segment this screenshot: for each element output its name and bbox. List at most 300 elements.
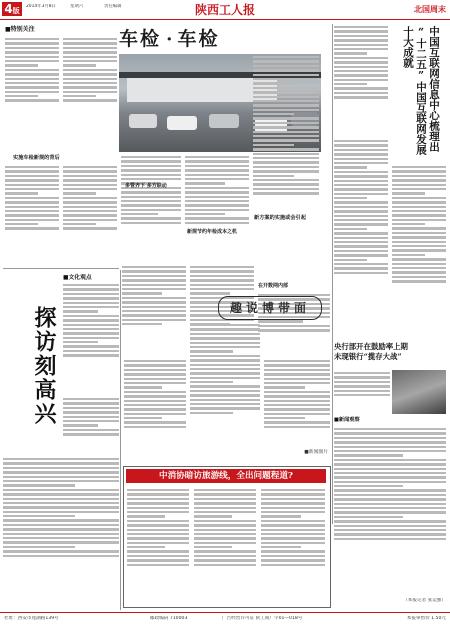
text-line [127,524,189,526]
middle-lower-column-1 [124,358,186,462]
bank-column-1 [334,370,390,410]
title-word-2: 车检 [177,28,220,50]
text-line [121,209,181,211]
text-line [5,166,59,168]
text-line [5,99,59,101]
text-line [334,498,446,500]
text-line [334,96,388,98]
text-line [185,213,225,215]
text-line [264,413,330,415]
text-line [334,210,388,212]
text-line [121,191,181,193]
text-line [264,378,330,380]
text-line [63,345,119,347]
column-rule-1 [332,24,333,524]
text-line [190,368,260,370]
text-line [5,201,59,203]
text-line [253,139,319,141]
footer-price: 本报零售价 1.50元 [406,616,446,621]
text-line [122,292,162,294]
text-line [334,215,388,217]
text-line [190,372,260,374]
photo-car-1 [129,114,157,128]
text-line [190,333,260,335]
footer-rule [0,612,450,613]
text-line [3,546,75,548]
text-line [121,217,181,219]
photo-car-2 [167,116,197,130]
text-line [334,390,390,392]
text-line [261,511,325,513]
consumer-headline: 中消协暗访旅游线，全出问题程道? [126,469,326,483]
text-line [63,288,119,290]
text-line [5,38,59,40]
text-line [63,210,117,212]
text-line [127,489,189,491]
text-line [253,87,319,89]
text-line [185,217,249,219]
text-line [190,328,260,330]
text-line [334,529,446,531]
text-line [185,200,249,202]
text-line [334,201,388,203]
text-line [121,156,181,158]
text-line [334,79,388,81]
text-line [334,432,446,434]
text-line [334,74,388,76]
text-line [392,201,446,203]
text-line [334,140,388,142]
text-line [5,60,59,62]
text-line [253,144,294,146]
internet-headline [394,26,440,160]
text-line [334,520,446,522]
text-line [127,559,189,561]
text-line [253,148,319,150]
text-line [392,219,446,221]
internet-column-3 [392,164,446,338]
text-line [63,78,117,80]
text-line [5,219,59,221]
text-line [190,403,260,405]
text-line [334,450,446,452]
text-line [122,279,186,281]
text-line [5,214,59,216]
text-line [392,214,446,216]
photo-caption: ■新闻图片 [304,450,328,455]
text-line [63,95,96,97]
text-line [124,378,186,380]
text-line [334,206,388,208]
text-line [124,395,186,397]
title-word-1: 车检 [119,28,162,50]
text-line [334,149,388,151]
footer-postcode: 邮政编码 710003 [150,616,188,621]
text-line [253,82,294,84]
text-line [122,310,186,312]
feature-banner-text: 趣说博带面 [218,296,322,320]
text-line [63,424,98,426]
text-line [334,503,446,505]
text-line [190,292,230,294]
text-line [63,175,117,177]
text-line [63,51,117,53]
text-line [122,288,186,290]
feature-banner [218,296,320,318]
car-inspection-article [3,24,321,262]
text-line [334,446,446,448]
text-line [185,204,249,206]
text-line [185,222,249,224]
text-line [124,373,186,375]
page-number: 4 [4,2,13,16]
text-line [261,493,325,495]
text-line [185,178,249,180]
text-line [258,320,303,322]
text-line [5,42,59,44]
text-line [253,100,319,102]
footer-license: 广告经营许可证 陕工商广字01—018号 [222,616,303,621]
paper-title: 陕西工人报 [194,3,255,17]
text-line [127,555,189,557]
text-line [63,420,119,422]
text-line [190,284,254,286]
text-line [127,502,189,504]
text-line [63,306,119,308]
consumer-column-2 [194,487,256,603]
text-line [334,166,367,168]
text-line [194,507,256,509]
text-line [264,408,330,410]
page-section-mark: 版 [12,7,20,15]
text-line [5,78,59,80]
text-line [264,360,330,362]
text-line [63,354,119,356]
text-line [121,165,181,167]
text-line [127,493,189,495]
text-line [5,184,59,186]
text-line [194,550,256,552]
text-line [127,564,189,566]
text-line [5,210,59,212]
text-line [121,222,181,224]
text-line [5,51,59,53]
text-line [194,564,256,566]
text-line [124,369,186,371]
text-line [334,52,367,54]
text-line [334,197,367,199]
text-line [190,346,260,348]
bank-headline-line-2: 未现银行“揽存大战” [334,352,402,361]
text-line [5,64,38,66]
text-line [194,555,256,557]
text-line [264,421,330,423]
text-line [194,524,256,526]
text-line [3,467,119,469]
text-line [261,489,325,491]
text-line [124,408,186,410]
text-line [253,179,319,181]
text-line [127,529,189,531]
text-line [3,515,75,517]
text-line [334,87,388,89]
title-dot: · [166,29,173,50]
text-line [124,360,186,362]
text-line [190,407,260,409]
text-line [334,57,388,59]
text-line [261,524,325,526]
text-line [5,47,59,49]
text-line [3,471,119,473]
text-line [334,459,446,461]
text-line [194,529,256,531]
text-line [190,342,260,344]
text-line [334,44,388,46]
text-line [253,135,319,137]
text-line [334,394,390,396]
text-line [253,183,319,185]
text-line [124,364,186,366]
text-line [63,284,119,286]
text-line [334,232,388,234]
text-line [334,70,388,72]
text-line [253,56,319,58]
text-line [253,161,319,163]
bank-column-2 [334,426,446,596]
text-line [253,157,319,159]
text-line [334,254,388,256]
text-line [63,219,117,221]
text-line [334,525,446,527]
text-line [334,372,390,374]
article-subhead-2: 多管齐下 多方联动 [125,183,167,189]
text-line [334,259,367,261]
text-line [190,394,260,396]
consumer-column-1 [127,487,189,603]
text-line [3,541,119,543]
text-line [392,263,446,265]
text-line [185,191,249,193]
text-line [334,241,388,243]
text-line [392,192,425,194]
text-line [194,489,256,491]
text-line [185,182,225,184]
text-line [63,332,119,334]
text-line [127,546,165,548]
text-line [261,533,325,535]
text-line [5,192,38,194]
text-line [5,56,59,58]
text-line [334,61,388,63]
text-line [261,520,325,522]
text-line [334,489,446,491]
text-line [392,280,446,282]
text-line [392,254,425,256]
text-line [127,511,189,513]
text-line [334,454,403,456]
text-line [121,160,181,162]
article-column-6 [185,154,249,262]
text-line [122,301,186,303]
text-line [63,402,119,404]
text-line [334,428,446,430]
text-line [334,66,388,68]
text-line [334,516,403,518]
text-line [261,502,325,504]
section-rule-1 [3,268,119,269]
text-line [334,171,388,173]
text-line [63,350,119,352]
text-line [334,223,388,225]
text-line [264,426,330,428]
text-line [264,382,330,384]
text-line [392,210,446,212]
text-line [63,188,117,190]
middle-lower-column-3 [264,358,330,462]
text-line [63,337,119,339]
text-line [3,511,119,513]
text-line [121,213,158,215]
text-line [392,271,446,273]
text-line [334,437,446,439]
text-line [190,288,254,290]
text-line [121,204,181,206]
text-line [127,542,189,544]
text-line [3,502,119,504]
text-line [63,170,117,172]
text-line [190,350,233,352]
article-column-7 [253,54,319,262]
text-line [3,498,119,500]
text-line [3,555,119,557]
text-line [190,364,260,366]
bank-headline-line-1: 央行部开在鼓励率上期 [334,342,408,351]
text-line [185,169,249,171]
article-column-2 [63,36,117,136]
text-line [392,166,446,168]
page-number-badge [2,2,22,16]
consumer-column-3 [261,487,325,603]
text-line [124,382,186,384]
text-line [194,498,256,500]
text-line [334,39,388,41]
culture-column-1 [63,282,119,392]
text-line [122,270,186,272]
text-line [121,169,181,171]
consumer-box [123,466,331,608]
text-line [253,170,319,172]
text-line [190,324,260,326]
masthead-rule [0,19,450,20]
text-line [334,533,446,535]
text-line [5,69,59,71]
text-line [63,56,117,58]
text-line [253,117,319,119]
text-line [261,555,325,557]
article-column-4 [63,164,117,262]
text-line [124,421,186,423]
text-line [264,400,330,402]
text-line [122,297,186,299]
text-line [253,104,319,106]
text-line [5,179,59,181]
text-line [3,537,119,539]
text-line [122,306,186,308]
text-line [392,245,446,247]
text-line [334,92,388,94]
text-line [63,328,119,330]
text-line [122,275,186,277]
text-line [122,323,162,325]
text-line [261,507,325,509]
middle-column-1 [122,264,186,354]
text-line [63,416,119,418]
text-line [185,174,249,176]
text-line [190,355,260,357]
text-line [253,96,319,98]
text-line [3,493,119,495]
text-line [124,386,162,388]
text-line [334,476,446,478]
text-line [5,188,59,190]
masthead-weekday: 星期六 [70,4,84,9]
text-line [253,60,319,62]
text-line [334,30,388,32]
text-line [185,209,249,211]
text-line [63,192,96,194]
text-line [261,550,325,552]
text-line [253,175,294,177]
text-line [185,160,249,162]
text-line [63,86,117,88]
text-line [3,519,119,521]
text-line [253,192,319,194]
text-line [63,166,117,168]
text-line [190,279,254,281]
text-line [261,546,301,548]
text-line [334,35,388,37]
text-line [334,494,446,496]
text-line [190,270,254,272]
text-line [185,165,249,167]
text-line [334,263,388,265]
text-line [127,533,189,535]
text-line [124,413,186,415]
text-line [5,206,59,208]
text-line [5,91,59,93]
text-line [185,196,249,198]
text-line [3,533,119,535]
masthead-editor: 责任编辑 [104,4,122,9]
article-kicker: ■特别关注 [5,26,35,33]
text-line [253,109,319,111]
text-line [63,60,117,62]
text-line [63,179,117,181]
text-line [63,82,117,84]
text-line [334,180,388,182]
text-line [334,481,446,483]
text-line [258,325,330,327]
text-line [194,546,232,548]
text-line [334,250,388,252]
text-line [194,559,256,561]
text-line [63,319,119,321]
text-line [122,314,186,316]
text-line [63,310,98,312]
text-line [334,162,388,164]
text-line [127,515,165,517]
text-line [185,156,249,158]
